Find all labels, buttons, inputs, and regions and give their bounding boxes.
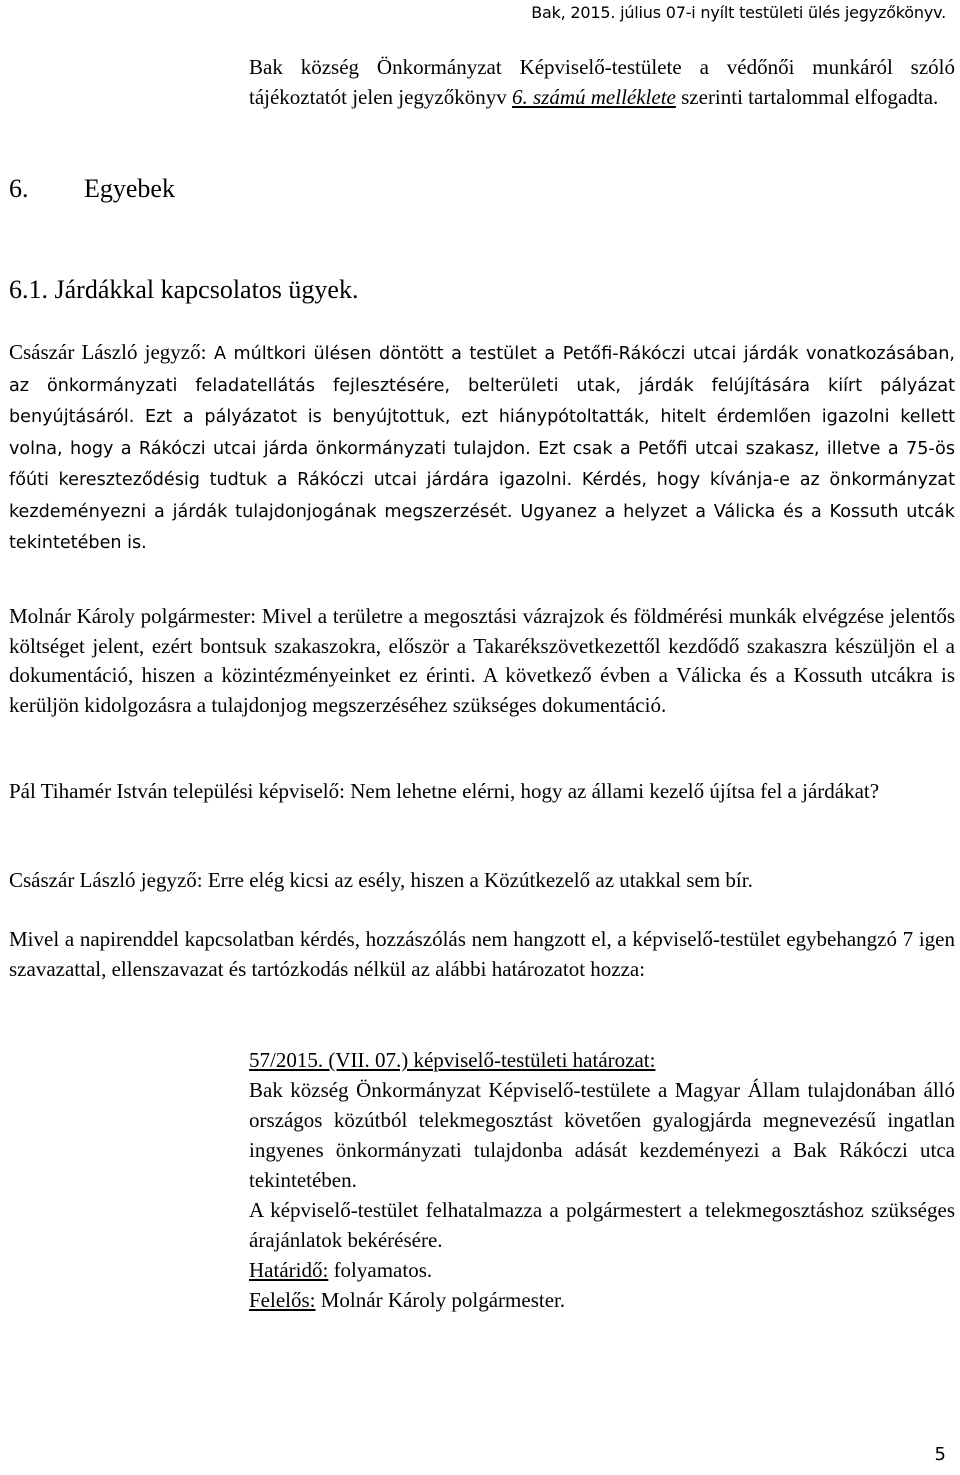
decision-deadline <box>249 1255 955 1285</box>
paragraph-vote <box>9 925 955 984</box>
speaker-name: Császár László jegyző: <box>9 868 203 892</box>
subsection-heading: 6.1. Járdákkal kapcsolatos ügyek. <box>9 275 359 304</box>
deadline-value: folyamatos. <box>328 1258 433 1282</box>
paragraph-text: A múltkori ülésen döntött a testület a Petőfi-Rákóczi utcai járdák vonatkozásában, az önkormányzati feladatellátás fejlesztésére, belterületi utak, járdák felújítására kiírt pályázat benyújtásáról. Ezt a pályázatot is benyújtottuk, ezt hiánypótoltatták, hitelt érdemlően igazolni kellett volna, hogy a Rákóczi utcai járda önkormányzati tulajdon. Ezt csak a Petőfi utcai szakasz, illetve a 75-ös főúti kereszteződésig tudtuk a Rákóczi utcai járdára igazolni. Kérdés, hogy kívánja-e az önkormányzat kezdeményezni a járdák tulajdonjogának megszerzését. Ugyanez a helyzet a Válicka és a Kossuth utcák tekintetében is. <box>9 344 955 553</box>
top-block-before: Bak község Önkormányzat Képviselő-testülete a védőnői munkáról szóló tájékoztatót jelen jegyzőkönyv <box>249 55 955 109</box>
paragraph-text: Erre elég kicsi az esély, hiszen a Közútkezelő az utakkal sem bír. <box>202 868 753 892</box>
speaker-name: Pál Tihamér István települési képviselő: <box>9 779 345 803</box>
page-header: Bak, 2015. július 07-i nyílt testületi ülés jegyzőkönyv. <box>531 3 946 22</box>
annex-reference: 6. számú melléklete <box>512 85 676 109</box>
decision-responsible <box>249 1285 955 1315</box>
top-block-after: szerinti tartalommal elfogadta. <box>675 85 939 109</box>
section-title: Egyebek <box>84 174 175 203</box>
paragraph-text: Mivel a területre a megosztási vázrajzok és földmérési munkák elvégzése jelentős költséget jelent, ezért bontsuk szakaszokra, először a Takarékszövetkezettől kezdődő szakaszra készüljön el a dokumentáció, hiszen a közintézményeinket ez érinti. A következő évben a Válicka és a Kossuth utcákra is kerüljön kidolgozásra a tulajdonjog megszerzéséhez szükséges dokumentáció. <box>9 604 955 717</box>
decision-body-1: Bak község Önkormányzat Képviselő-testülete a Magyar Állam tulajdonában álló országos közútból telekmegosztást követően gyalogjárda megnevezésű ingatlan ingyenes önkormányzati tulajdonba adását kezdeményezi a Bak Rákóczi utca tekintetében. <box>249 1078 955 1192</box>
paragraph-text: Mivel a napirenddel kapcsolatban kérdés, hozzászólás nem hangzott el, a képviselő-testület egybehangzó 7 igen szavazattal, ellenszavazat és tartózkodás nélkül az alábbi határozatot hozza: <box>9 927 955 981</box>
decision-body-2: A képviselő-testület felhatalmazza a polgármestert a telekmegosztáshoz szükséges árajánlatok bekérésére. <box>249 1198 955 1252</box>
paragraph-mayor <box>9 602 955 720</box>
responsible-value: Molnár Károly polgármester. <box>315 1288 566 1312</box>
responsible-label: Felelős: <box>249 1288 316 1312</box>
top-block <box>249 52 955 112</box>
paragraph-representative <box>9 777 955 807</box>
speaker-name: Molnár Károly polgármester: <box>9 604 257 628</box>
section-heading <box>9 173 175 205</box>
deadline-label: Határidő: <box>249 1258 329 1282</box>
decision-title: 57/2015. (VII. 07.) képviselő-testületi határozat: <box>249 1048 656 1072</box>
paragraph-notary-1 <box>9 338 955 559</box>
speaker-name: Császár László jegyző: <box>9 340 207 364</box>
section-number: 6. <box>9 174 29 203</box>
paragraph-text: Nem lehetne elérni, hogy az állami kezelő újítsa fel a járdákat? <box>344 779 880 803</box>
paragraph-notary-2 <box>9 866 955 896</box>
decision-block <box>249 1045 955 1315</box>
page-number: 5 <box>934 1444 946 1465</box>
